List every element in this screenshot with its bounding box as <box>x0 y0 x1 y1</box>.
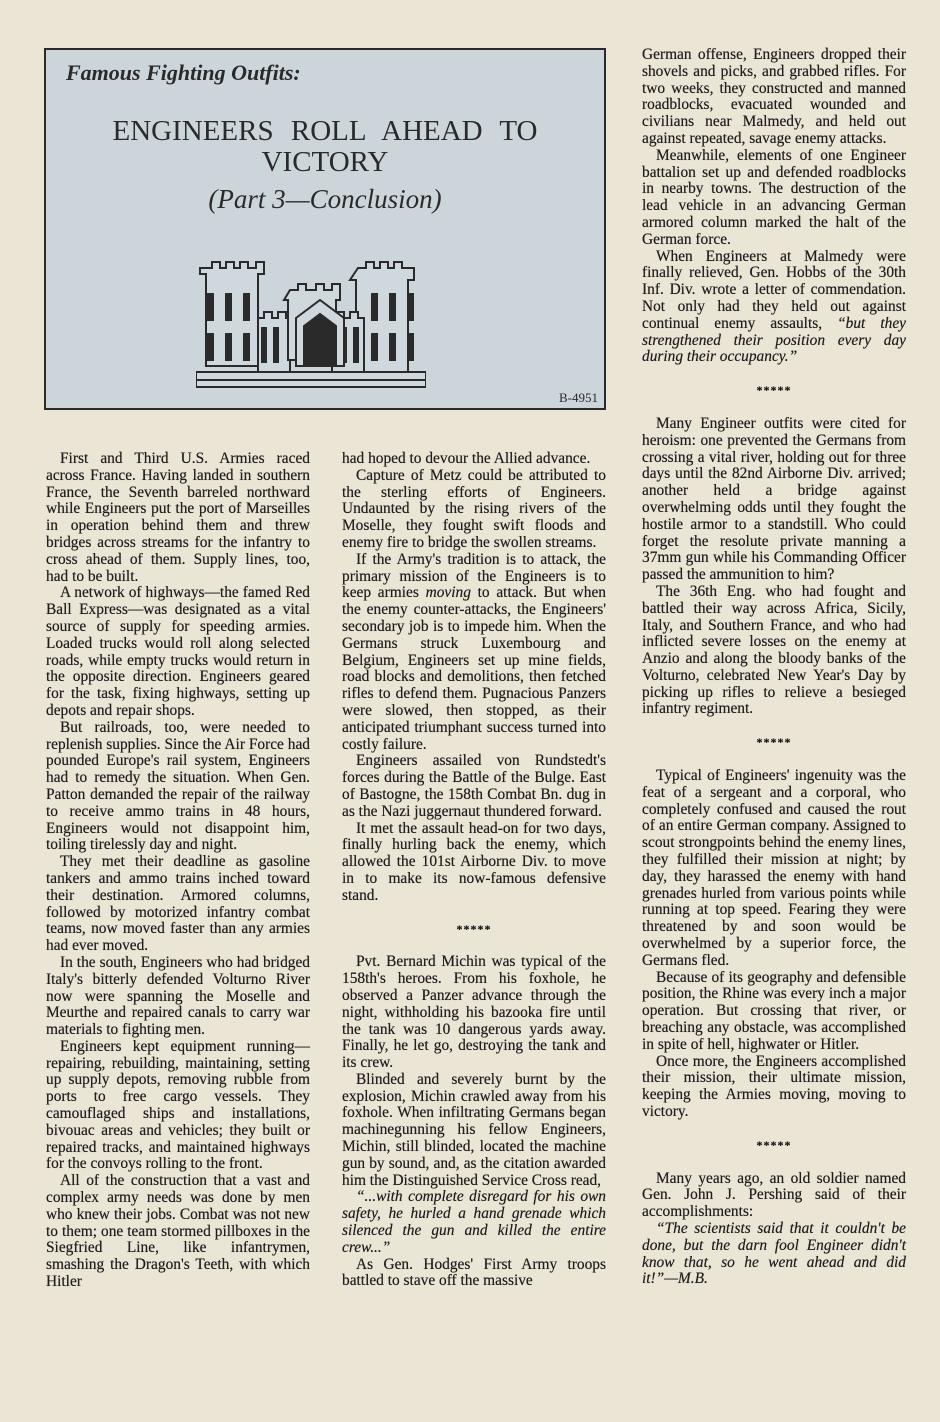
text-run: to attack. But when the enemy counter-attacks, the Engineers' secondary job is to impede him. When the Germans struck Luxembourg and Belgium, Engineers set up mine fields, road blocks and demolitions, then fetched rifles to defend them. Pugnacious Panzers were slowed, then stopped, as their anticipated triumphant success turned into costly failure. <box>342 584 606 753</box>
section-separator <box>642 734 906 751</box>
series-kicker: Famous Fighting Outfits: <box>66 60 301 85</box>
text-run: In the south, Engineers who had bridged Italy's bitterly defended Volturno River now were spanning the Moselle and Meurthe and repaired canals to carry war materials to fighting men. <box>46 953 310 1039</box>
text-run: They met their deadline as gasoline tankers and ammo trains inched toward their destination. Armored columns, followed by motorized infantry combat teams, now moved faster than any armies had ever moved. <box>46 853 310 955</box>
text-run: If the Army's tradition is to attack, the primary mission of the Engineers is to keep armies <box>342 550 606 602</box>
text-run: German offense, Engineers dropped their shovels and picks, and grabbed rifles. For two weeks, they constructed and manned roadblocks, evacuated wounded and civilians near Malmedy, and held out against repeated, savage enemy attacks. <box>642 46 906 147</box>
column-2 <box>342 451 606 1290</box>
text-run: The 36th Eng. who had fought and battled their way across Africa, Sicily, Italy, and Southern France, and who had inflicted severe losses on the enemy at Anzio and along the bloody banks of the Volturno, celebrated New Year's Day by picking up rifles to relieve a besieged infantry regiment. <box>642 582 906 718</box>
catalog-code: B-4951 <box>559 390 598 405</box>
italic-text: “The scientists said that it couldn't be done, but the darn fool Engineer didn't know that, so he went ahead and did it!”—M.B. <box>642 1220 906 1288</box>
text-run: But railroads, too, were needed to replenish supplies. Since the Air Force had pounded Europe's rail system, Engineers had to remedy the situation. When Gen. Patton demanded the repair of the railway to receive ammo trains in 48 hours, Engineers would not disappoint him, toiling tirelessly day and night. <box>46 718 310 854</box>
paragraph <box>642 1054 906 1121</box>
text-run: When Engineers at Malmedy were finally relieved, Gen. Hobbs of the 30th Inf. Div. wrote a letter of commendation. Not only had they held out against continual enemy assaults, <box>642 247 906 332</box>
column-3 <box>642 47 906 1288</box>
paragraph <box>46 720 310 854</box>
text-run: Meanwhile, elements of one Engineer battalion set up and defended roadblocks in nearby towns. The destruction of the lead vehicle in an advancing German armored column marked the halt of the German force. <box>642 146 906 248</box>
paragraph <box>342 1189 606 1256</box>
text-run: All of the construction that a vast and complex army needs was done by men who knew their jobs. Combat was not new to them; one team stormed pillboxes in the Siegfried Line, like infantrymen, smashing the Dragon's Teeth, with which Hitler <box>46 1172 310 1291</box>
title-box <box>44 48 606 410</box>
italic-text: moving <box>425 584 471 602</box>
article-title: ENGINEERS ROLL AHEAD TO VICTORY <box>112 115 538 178</box>
castle-icon <box>196 260 426 388</box>
paragraph <box>46 1039 310 1173</box>
text-run: ***** <box>756 735 792 750</box>
paragraph <box>46 955 310 1039</box>
paragraph <box>46 451 310 585</box>
text-run: Many years ago, an old soldier named Gen. John J. Pershing said of their accomplishments: <box>642 1169 906 1221</box>
text-run: Many Engineer outfits were cited for heroism: one prevented the Germans from crossing a vital river, holding out for three days until the 82nd Airborne Div. arrived; another held a bridge against overwhelming odds until they fought the hostile armor to a standstill. Who could forget the resolute private manning a 37mm gun while his Commanding Officer passed the ammunition to him? <box>642 414 906 584</box>
italic-text: “but they strengthened their position every day during their occupancy.” <box>642 314 906 366</box>
paragraph <box>642 768 906 970</box>
paragraph <box>642 47 906 148</box>
paragraph <box>342 753 606 820</box>
section-separator <box>342 921 606 938</box>
paragraph <box>342 552 606 754</box>
text-run: As Gen. Hodges' First Army troops battled to stave off the massive <box>342 1255 606 1290</box>
text-run: Typical of Engineers' ingenuity was the feat of a sergeant and a corporal, who completely confused and caused the rout of an entire German company. Assigned to scout strongpoints behind the enemy lines, they fulfilled their mission at night; by day, they harassed the enemy with hand grenades hurled from various points while running at top speed. Fearing they were threatened by and soon would be overwhelmed by a superior force, the Germans fled. <box>642 767 906 969</box>
text-run: Blinded and severely burnt by the explosion, Michin crawled away from his foxhole. When infiltrating Germans began machinegunning his fellow Engineers, Michin, still blinded, located the machine gun by sound, and, as the citation awarded him the Distinguished Service Cross read, <box>342 1070 606 1189</box>
article-subtitle: (Part 3—Conclusion) <box>208 184 442 214</box>
paragraph <box>642 584 906 718</box>
column-1 <box>46 451 310 1291</box>
paragraph <box>642 416 906 584</box>
text-run: Because of its geography and defensible position, the Rhine was every inch a major operation. But crossing that river, or breaching any obstacle, was accomplished in spite of hell, highwater or Hitler. <box>642 968 906 1053</box>
text-run: ***** <box>756 383 792 398</box>
text-run: It met the assault head-on for two days, finally hurling back the enemy, which allowed the 101st Airborne Div. to move in to make its now-famous defensive stand. <box>342 819 606 904</box>
text-run: had hoped to devour the Allied advance. <box>342 450 591 467</box>
paragraph <box>46 1173 310 1291</box>
text-run: Once more, the Engineers accomplished their mission, their ultimate mission, keeping the Armies moving, moving to victory. <box>642 1052 906 1121</box>
text-run: A network of highways—the famed Red Ball Express—was designated as a vital source of supply for speeding armies. Loaded trucks would roll along selected roads, while empty trucks would return in the opposite direction. Engineers geared for the task, fixing highways, setting up depots and repair shops. <box>46 584 310 719</box>
paragraph <box>342 954 606 1072</box>
text-run: Pvt. Bernard Michin was typical of the 158th's heroes. From his foxhole, he observed a Panzer advance through the night, withholding his bazooka fire until the tank was 10 dangerous yards away. Finally, he let go, destroying the tank and its crew. <box>342 953 606 1072</box>
paragraph <box>342 468 606 552</box>
text-run: Capture of Metz could be attributed to the sterling efforts of Engineers. Undaunted by the rising rivers of the Moselle, they fought swift floods and enemy fire to bridge the swollen streams. <box>342 466 606 551</box>
text-run: Engineers kept equipment running—repairing, rebuilding, maintaining, setting up supply depots, removing rubble from ports to free cargo vessels. They camouflaged ships and installations, bivouac areas and vehicles; they built or repaired tracks, and maintained highways for the convoys rolling to the front. <box>46 1037 310 1173</box>
text-run: ***** <box>756 1137 792 1152</box>
paragraph <box>642 1221 906 1288</box>
section-separator <box>642 1137 906 1154</box>
paragraph <box>46 854 310 955</box>
paragraph <box>342 1257 606 1291</box>
paragraph <box>342 451 606 468</box>
paragraph <box>642 249 906 367</box>
paragraph <box>642 970 906 1054</box>
paragraph <box>642 148 906 249</box>
text-run: Engineers assailed von Rundstedt's forces during the Battle of the Bulge. East of Bastogne, the 158th Combat Bn. dug in as the Nazi juggernaut thundered forward. <box>342 752 606 820</box>
paragraph <box>46 585 310 719</box>
text-run: ***** <box>456 921 492 936</box>
text-run: First and Third U.S. Armies raced across France. Having landed in southern France, the Seventh barreled northward while Engineers put the port of Marseilles in operation behind them and threw bridges across streams for the infantry to cross ahead of them. Supply lines, too, had to be built. <box>46 450 310 585</box>
italic-text: “...with complete disregard for his own safety, he hurled a hand grenade which silenced the gun and killed the entire crew...” <box>342 1188 606 1256</box>
section-separator <box>642 382 906 399</box>
paragraph <box>342 1072 606 1190</box>
paragraph <box>342 821 606 905</box>
paragraph <box>642 1171 906 1221</box>
